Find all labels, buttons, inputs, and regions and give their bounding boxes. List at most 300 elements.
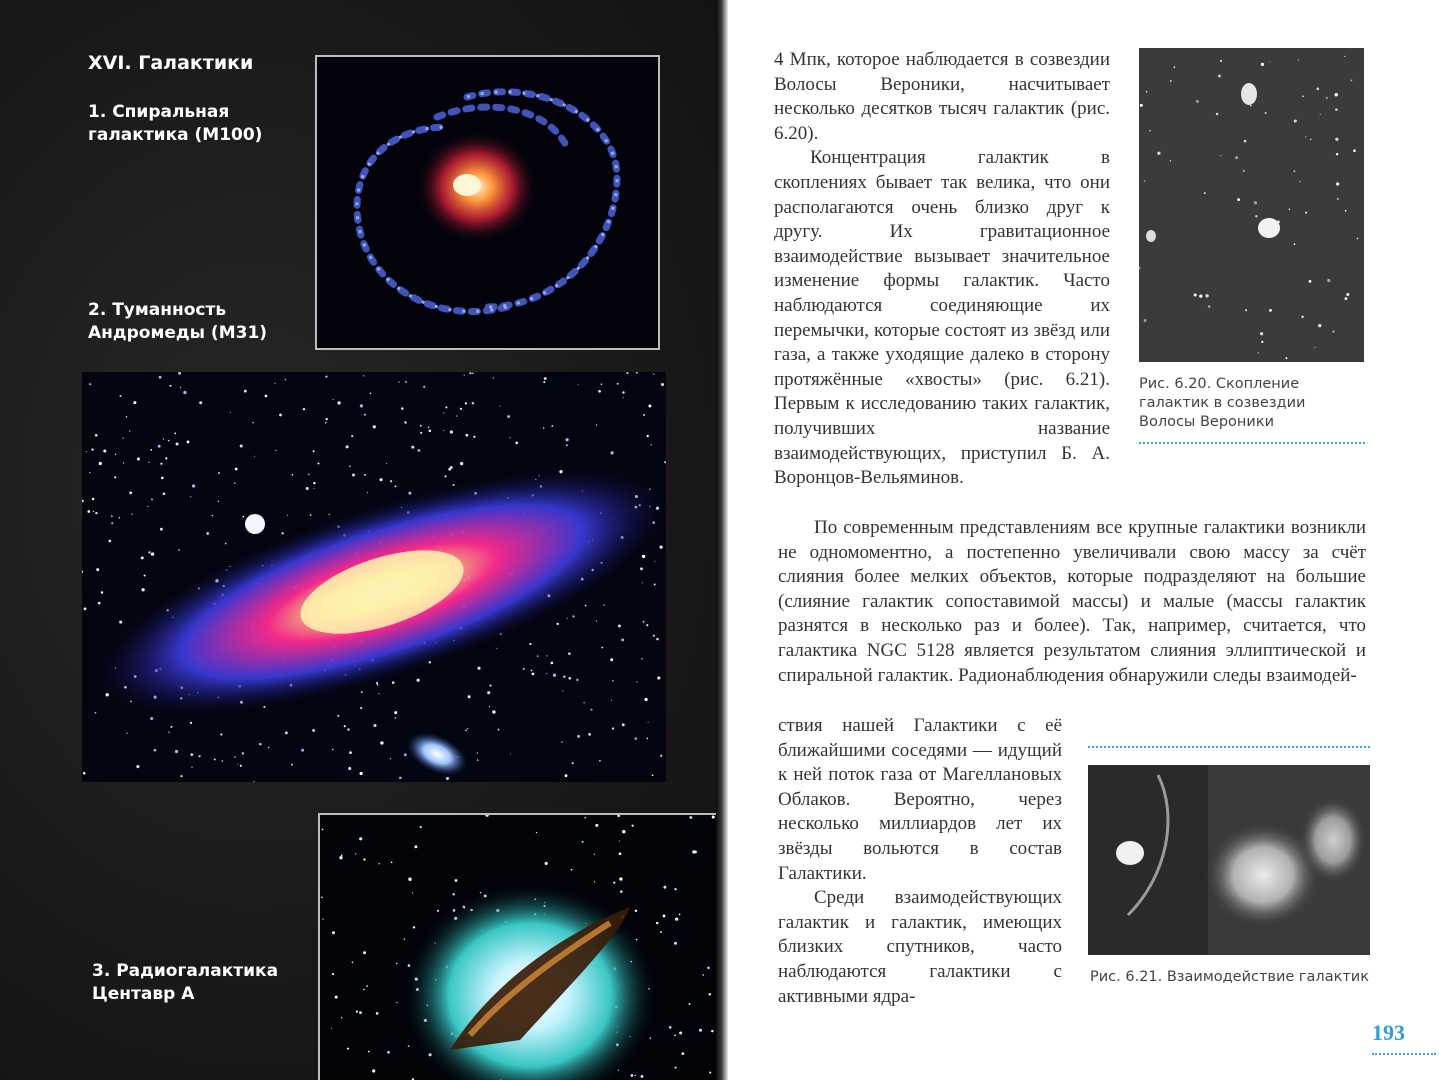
star-dot xyxy=(99,462,102,465)
star-dot xyxy=(218,501,219,502)
star-dot xyxy=(367,492,368,493)
star-dot xyxy=(391,861,393,863)
star-dot xyxy=(1327,279,1330,282)
star-dot xyxy=(1254,201,1257,204)
book-gutter xyxy=(716,0,728,1080)
star-dot xyxy=(689,816,692,819)
caption-m100-line2: галактика (М100) xyxy=(88,125,263,145)
star-dot xyxy=(428,429,431,432)
star-dot xyxy=(151,552,154,555)
star-dot xyxy=(230,412,231,413)
star-dot xyxy=(648,405,651,408)
star-dot xyxy=(364,414,366,416)
star-dot xyxy=(571,869,573,871)
star-dot xyxy=(161,477,164,480)
star-dot xyxy=(641,658,642,659)
star-dot xyxy=(234,756,235,757)
paragraph-magellanic: ствия нашей Галактики с её ближайшими соседями — идущий к ней поток газа от Магеллановых Облаков. Вероятно, через несколько миллиардов лет их звёзды вольются в состав Галактики. xyxy=(778,715,1062,884)
star-dot xyxy=(1314,347,1315,348)
star-dot xyxy=(190,753,193,756)
star-dot xyxy=(150,449,152,451)
star-dot xyxy=(619,877,622,880)
star-dot xyxy=(225,543,227,545)
interacting-galaxies-photo xyxy=(1088,765,1370,955)
star-dot xyxy=(477,667,480,670)
star-dot xyxy=(349,751,352,754)
star-dot xyxy=(351,435,353,437)
star-dot xyxy=(460,462,463,465)
star-dot xyxy=(87,510,90,513)
star-dot xyxy=(452,893,454,895)
star-dot xyxy=(392,681,395,684)
star-dot xyxy=(159,376,162,379)
star-dot xyxy=(148,551,150,553)
star-dot xyxy=(1294,243,1296,245)
star-dot xyxy=(363,375,364,376)
star-dot xyxy=(650,1038,651,1039)
star-dot xyxy=(679,914,681,916)
star-dot xyxy=(648,722,649,723)
star-dot xyxy=(183,391,186,394)
star-dot xyxy=(642,582,643,583)
star-dot xyxy=(242,752,245,755)
star-dot xyxy=(141,556,144,559)
star-dot xyxy=(1300,181,1301,182)
star-dot xyxy=(568,677,571,680)
star-dot xyxy=(468,695,471,698)
star-dot xyxy=(1345,210,1347,212)
star-dot xyxy=(89,383,91,385)
star-dot xyxy=(610,658,613,661)
star-dot xyxy=(372,1069,375,1072)
star-dot xyxy=(509,437,510,438)
star-dot xyxy=(619,840,620,841)
star-dot xyxy=(661,383,664,386)
star-dot xyxy=(291,764,293,766)
star-dot xyxy=(450,430,453,433)
star-dot xyxy=(275,450,276,451)
star-dot xyxy=(640,567,643,570)
star-dot xyxy=(364,474,366,476)
star-dot xyxy=(190,496,191,497)
star-dot xyxy=(396,963,397,964)
star-dot xyxy=(1244,140,1247,143)
star-dot xyxy=(192,484,195,487)
star-dot xyxy=(465,434,468,437)
star-dot xyxy=(395,717,397,719)
star-dot xyxy=(417,679,420,682)
star-dot xyxy=(176,442,179,445)
star-dot xyxy=(1298,59,1299,60)
star-dot xyxy=(360,772,363,775)
star-dot xyxy=(446,777,449,780)
star-dot xyxy=(1335,108,1338,111)
star-dot xyxy=(163,493,166,496)
star-dot xyxy=(423,386,425,388)
paragraph-coma-cluster: 4 Мпк, которое наблюдается в созвездии Волосы Вероники, насчитывает несколько десятков тысяч галактик (рис. 6.20). xyxy=(774,49,1110,144)
star-dot xyxy=(341,855,343,857)
star-dot xyxy=(467,728,469,730)
star-dot xyxy=(473,436,475,438)
star-dot xyxy=(660,755,662,757)
star-dot xyxy=(632,825,634,827)
star-dot xyxy=(160,463,162,465)
star-dot xyxy=(489,706,490,707)
star-dot xyxy=(1265,112,1267,114)
star-dot xyxy=(341,1017,342,1018)
star-dot xyxy=(418,449,421,452)
star-dot xyxy=(712,815,715,818)
star-dot xyxy=(214,758,216,760)
star-dot xyxy=(1170,160,1171,161)
star-dot xyxy=(551,662,554,665)
star-dot xyxy=(469,372,471,374)
star-dot xyxy=(709,1072,711,1074)
star-dot xyxy=(240,765,242,767)
star-dot xyxy=(92,498,94,500)
star-dot xyxy=(598,390,601,393)
star-dot xyxy=(487,691,490,694)
star-dot xyxy=(380,741,383,744)
star-dot xyxy=(557,623,559,625)
star-dot xyxy=(537,655,538,656)
star-dot xyxy=(259,743,261,745)
star-dot xyxy=(268,747,269,748)
star-dot xyxy=(359,1011,362,1014)
star-dot xyxy=(151,498,153,500)
star-dot xyxy=(312,729,315,732)
star-dot xyxy=(1146,91,1148,93)
star-dot xyxy=(480,892,482,894)
star-dot xyxy=(1326,97,1328,99)
star-dot xyxy=(1237,198,1240,201)
star-dot xyxy=(96,568,99,571)
star-dot xyxy=(663,915,666,918)
star-dot xyxy=(1345,297,1348,300)
star-dot xyxy=(499,406,500,407)
star-dot xyxy=(148,462,149,463)
star-dot xyxy=(707,967,709,969)
star-dot xyxy=(562,690,563,691)
star-dot xyxy=(443,412,444,413)
m100-galaxy-photo xyxy=(315,55,660,350)
star-dot xyxy=(420,432,422,434)
star-dot xyxy=(496,648,497,649)
star-dot xyxy=(361,691,363,693)
star-dot xyxy=(321,897,323,899)
star-dot xyxy=(101,591,103,593)
star-dot xyxy=(414,845,417,848)
star-dot xyxy=(1269,309,1272,312)
dotted-divider xyxy=(1139,442,1365,444)
star-dot xyxy=(237,764,238,765)
star-dot xyxy=(464,375,465,376)
star-dot xyxy=(596,424,597,425)
star-dot xyxy=(404,938,406,940)
star-dot xyxy=(332,973,334,975)
star-dot xyxy=(688,1003,690,1005)
star-dot xyxy=(95,512,97,514)
star-dot xyxy=(127,733,128,734)
star-dot xyxy=(349,466,351,468)
caption-centaurus xyxy=(92,960,278,1006)
star-dot xyxy=(129,430,130,431)
star-dot xyxy=(1235,156,1238,159)
star-dot xyxy=(404,753,407,756)
star-dot xyxy=(646,624,648,626)
star-dot xyxy=(160,528,163,531)
star-dot xyxy=(622,830,625,833)
star-dot xyxy=(339,856,342,859)
star-dot xyxy=(1305,212,1307,214)
star-dot xyxy=(234,482,236,484)
star-dot xyxy=(455,879,458,882)
star-dot xyxy=(252,422,253,423)
star-dot xyxy=(1196,100,1199,103)
star-dot xyxy=(567,618,568,619)
section-title: XVI. Галактики xyxy=(88,52,254,74)
caption-m31 xyxy=(88,299,267,345)
star-dot xyxy=(594,854,595,855)
star-dot xyxy=(254,456,255,457)
star-dot xyxy=(325,422,327,424)
star-dot xyxy=(95,712,97,714)
star-dot xyxy=(613,882,615,884)
caption-m31-line2: Андромеды (М31) xyxy=(88,323,268,343)
star-dot xyxy=(477,759,479,761)
star-dot xyxy=(1208,305,1211,308)
star-dot xyxy=(652,774,654,776)
star-dot xyxy=(585,817,587,819)
star-dot xyxy=(347,728,349,730)
star-dot xyxy=(647,738,649,740)
star-dot xyxy=(651,444,652,445)
star-dot xyxy=(377,684,379,686)
star-dot xyxy=(1216,113,1219,116)
star-dot xyxy=(83,772,86,775)
page-number: 193 xyxy=(1372,1020,1405,1045)
star-dot xyxy=(168,440,170,442)
star-dot xyxy=(472,402,475,405)
star-dot xyxy=(604,605,605,606)
star-dot xyxy=(532,673,535,676)
star-dot xyxy=(572,615,574,617)
caption-m100-line1: 1. Спиральная xyxy=(88,102,230,122)
star-dot xyxy=(329,514,330,515)
star-dot xyxy=(218,472,220,474)
star-dot xyxy=(583,702,584,703)
star-dot xyxy=(456,415,457,416)
star-dot xyxy=(1258,352,1259,353)
star-dot xyxy=(627,372,629,374)
star-dot xyxy=(163,438,164,439)
star-dot xyxy=(332,399,333,400)
star-dot xyxy=(1294,119,1297,122)
star-dot xyxy=(643,621,645,623)
star-dot xyxy=(123,438,124,439)
star-dot xyxy=(220,733,222,735)
star-dot xyxy=(408,878,411,881)
star-dot xyxy=(1261,341,1263,343)
star-dot xyxy=(536,832,537,833)
star-dot xyxy=(395,485,397,487)
star-dot xyxy=(546,655,547,656)
figure-621-caption: Рис. 6.21. Взаимодействие галактик xyxy=(1090,969,1369,985)
star-dot xyxy=(1353,149,1356,152)
text-wide-block xyxy=(778,516,1366,688)
star-dot xyxy=(617,383,619,385)
star-dot xyxy=(352,474,355,477)
star-dot xyxy=(111,515,113,517)
coma-cluster-photo xyxy=(1139,48,1364,362)
star-dot xyxy=(337,401,340,404)
star-dot xyxy=(1245,309,1247,311)
star-dot xyxy=(709,993,711,995)
star-dot xyxy=(428,426,430,428)
star-dot xyxy=(287,515,288,516)
star-dot xyxy=(1261,63,1264,66)
star-dot xyxy=(373,724,376,727)
star-dot xyxy=(703,974,705,976)
star-dot xyxy=(1332,330,1334,332)
star-dot xyxy=(136,765,139,768)
star-dot xyxy=(623,397,624,398)
star-dot xyxy=(359,837,362,840)
star-dot xyxy=(1310,139,1312,141)
star-dot xyxy=(363,989,365,991)
star-dot xyxy=(396,1002,397,1003)
star-dot xyxy=(314,488,315,489)
star-dot xyxy=(643,414,645,416)
star-dot xyxy=(543,427,544,428)
star-dot xyxy=(1350,79,1352,81)
star-dot xyxy=(363,951,366,954)
star-dot xyxy=(543,381,545,383)
star-dot xyxy=(206,532,209,535)
star-dot xyxy=(489,685,491,687)
star-dot xyxy=(1218,75,1221,78)
paragraph-galaxy-merging: По современным представлениям все крупные галактики возникли не одномоментно, а постепенно увеличивали свою массу за счёт слияния более мелких объектов, которые подразделяют на большие (слияние галактик сопоставимой массы) и малые (массы галактик разнятся в несколько раз и более). Так, например, считается, что галактика NGC 5128 является результатом слияния эллиптической и спиральной галактик. Радионаблюдения обнаружили следы взаимодей- xyxy=(778,517,1366,686)
star-dot xyxy=(1335,93,1338,96)
star-dot xyxy=(681,1052,684,1055)
star-dot xyxy=(89,472,90,473)
star-dot xyxy=(1194,293,1197,296)
star-dot xyxy=(386,463,387,464)
star-dot xyxy=(131,513,132,514)
star-dot xyxy=(275,383,276,384)
star-dot xyxy=(572,762,574,764)
star-dot xyxy=(594,881,595,882)
star-dot xyxy=(154,749,157,752)
star-dot xyxy=(1344,56,1345,57)
star-dot xyxy=(408,492,411,495)
star-dot xyxy=(344,725,346,727)
star-dot xyxy=(84,607,87,610)
star-dot xyxy=(529,643,531,645)
star-dot xyxy=(1285,357,1287,359)
star-dot xyxy=(387,1051,390,1054)
star-dot xyxy=(1149,130,1151,132)
star-dot xyxy=(1260,332,1263,335)
andromeda-galaxy-photo xyxy=(82,372,666,782)
star-dot xyxy=(565,438,568,441)
star-dot xyxy=(282,532,284,534)
caption-m100 xyxy=(88,101,262,147)
star-dot xyxy=(596,620,597,621)
star-dot xyxy=(178,549,180,551)
star-dot xyxy=(313,482,315,484)
star-dot xyxy=(599,760,601,762)
star-dot xyxy=(1302,96,1304,98)
star-dot xyxy=(445,406,447,408)
star-dot xyxy=(1199,295,1202,298)
star-dot xyxy=(292,474,294,476)
star-dot xyxy=(337,715,339,717)
star-dot xyxy=(610,451,613,454)
star-dot xyxy=(585,605,587,607)
star-dot xyxy=(399,777,402,780)
star-dot xyxy=(612,680,613,681)
star-dot xyxy=(356,1010,358,1012)
star-dot xyxy=(322,918,323,919)
star-dot xyxy=(523,668,525,670)
dotted-divider xyxy=(1372,1053,1436,1055)
star-dot xyxy=(657,676,660,679)
star-dot xyxy=(711,1030,713,1032)
star-dot xyxy=(242,516,244,518)
star-dot xyxy=(654,583,656,585)
star-dot xyxy=(413,926,415,928)
star-dot xyxy=(444,475,446,477)
caption-centaurus-line1: 3. Радиогалактика xyxy=(92,961,279,981)
star-dot xyxy=(123,462,124,463)
star-dot xyxy=(129,491,132,494)
star-dot xyxy=(144,575,146,577)
star-dot xyxy=(376,1012,379,1015)
star-dot xyxy=(332,931,335,934)
star-dot xyxy=(674,1035,676,1037)
star-dot xyxy=(675,1067,677,1069)
star-dot xyxy=(394,711,397,714)
star-dot xyxy=(191,766,193,768)
star-dot xyxy=(642,555,645,558)
star-dot xyxy=(1255,215,1257,217)
star-dot xyxy=(568,652,571,655)
star-dot xyxy=(507,415,510,418)
star-dot xyxy=(190,722,192,724)
star-dot xyxy=(654,561,655,562)
star-dot xyxy=(450,466,453,469)
star-dot xyxy=(460,408,462,410)
star-dot xyxy=(335,996,338,999)
star-dot xyxy=(659,545,662,548)
star-dot xyxy=(103,450,106,453)
text-column-top xyxy=(774,48,1110,491)
star-dot xyxy=(1250,105,1252,107)
star-dot xyxy=(170,726,172,728)
star-dot xyxy=(1336,182,1339,185)
star-dot xyxy=(472,372,473,373)
star-dot xyxy=(331,1028,332,1029)
star-dot xyxy=(656,922,659,925)
star-dot xyxy=(355,853,356,854)
star-dot xyxy=(601,383,603,385)
star-dot xyxy=(591,709,593,711)
star-dot xyxy=(141,588,144,591)
star-dot xyxy=(679,1032,682,1035)
star-dot xyxy=(360,404,363,407)
star-dot xyxy=(265,395,268,398)
